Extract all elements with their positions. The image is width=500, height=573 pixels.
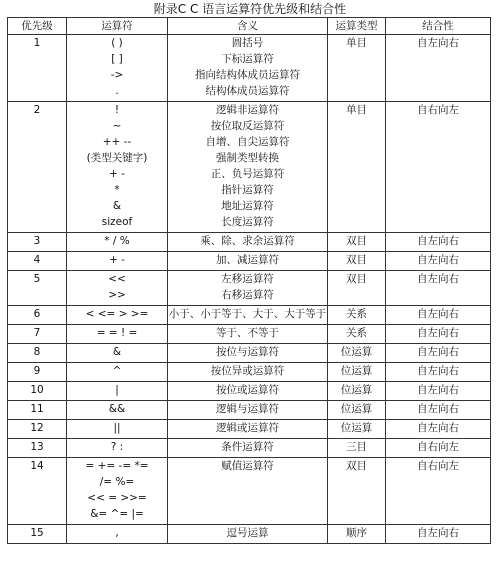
associativity-cell-text: 自左向右 <box>417 365 459 377</box>
operator-cell <box>67 382 168 401</box>
associativity-cell-text: 自左向右 <box>417 403 459 415</box>
meaning-cell-line: 左移运算符 <box>221 273 274 285</box>
table-row <box>8 344 491 363</box>
associativity-cell-text: 自左向右 <box>417 327 459 339</box>
associativity-cell <box>386 252 491 271</box>
operator-cell-line: * / % <box>104 235 130 247</box>
priority-cell-text: 12 <box>30 422 44 434</box>
priority-cell <box>8 252 67 271</box>
meaning-cell <box>168 439 328 458</box>
type-cell <box>328 35 386 102</box>
meaning-cell-line: 赋值运算符 <box>221 460 274 472</box>
meaning-cell-line: 按位或运算符 <box>216 384 279 396</box>
meaning-cell <box>168 458 328 525</box>
table-row <box>8 420 491 439</box>
priority-cell <box>8 344 67 363</box>
operator-cell-line: [ ] <box>111 53 123 65</box>
operator-cell <box>67 344 168 363</box>
type-cell-text: 关系 <box>346 308 367 320</box>
page-title: 附录C C 语言运算符优先级和结合性 <box>153 2 347 16</box>
meaning-cell <box>168 382 328 401</box>
priority-cell-text: 3 <box>33 235 41 247</box>
operator-cell-line: , <box>115 527 119 539</box>
priority-cell <box>8 325 67 344</box>
operator-cell <box>67 401 168 420</box>
table-row <box>8 252 491 271</box>
associativity-cell <box>386 233 491 252</box>
meaning-cell-line: 逻辑与运算符 <box>216 403 279 415</box>
associativity-cell <box>386 401 491 420</box>
priority-cell-text: 1 <box>33 37 41 49</box>
associativity-cell-text: 自右向左 <box>417 441 459 453</box>
type-cell-text: 双目 <box>346 235 367 247</box>
table-row <box>8 325 491 344</box>
operator-cell-line: /= %= <box>99 476 135 488</box>
associativity-cell <box>386 306 491 325</box>
operator-cell-line: ^ <box>112 365 122 377</box>
meaning-cell-line: 逻辑或运算符 <box>216 422 279 434</box>
associativity-cell-text: 自右向左 <box>417 104 459 116</box>
operator-precedence-table <box>7 17 491 544</box>
operator-cell <box>67 363 168 382</box>
meaning-cell <box>168 420 328 439</box>
meaning-cell <box>168 363 328 382</box>
type-cell-text: 双目 <box>346 254 367 266</box>
type-cell-text: 单目 <box>346 104 367 116</box>
meaning-cell <box>168 306 328 325</box>
priority-cell-text: 10 <box>30 384 44 396</box>
meaning-cell <box>168 233 328 252</box>
operator-cell-line: && <box>108 403 126 415</box>
priority-cell <box>8 102 67 233</box>
type-cell-text: 位运算 <box>340 365 373 377</box>
operator-cell <box>67 525 168 544</box>
table-row <box>8 102 491 233</box>
type-cell <box>328 401 386 420</box>
type-cell <box>328 271 386 306</box>
associativity-cell-text: 自左向右 <box>417 527 459 539</box>
table-row <box>8 363 491 382</box>
type-cell-text: 关系 <box>346 327 367 339</box>
meaning-cell-line: 小于、小于等于、大于、大于等于 <box>168 308 327 320</box>
operator-cell <box>67 233 168 252</box>
header-associativity: 结合性 <box>386 18 491 35</box>
meaning-cell-line: 等于、不等于 <box>216 327 279 339</box>
meaning-cell <box>168 525 328 544</box>
type-cell <box>328 233 386 252</box>
operator-cell <box>67 102 168 233</box>
operator-cell-line: = = ! = <box>96 327 138 339</box>
meaning-cell-line: 长度运算符 <box>221 216 274 228</box>
priority-cell <box>8 420 67 439</box>
operator-cell-line: -> <box>110 69 124 81</box>
meaning-cell <box>168 401 328 420</box>
meaning-cell-line: 按位异或运算符 <box>210 365 285 377</box>
header-operator: 运算符 <box>67 18 168 35</box>
meaning-cell-line: 地址运算符 <box>221 200 274 212</box>
type-cell <box>328 363 386 382</box>
meaning-cell <box>168 35 328 102</box>
table-row <box>8 439 491 458</box>
associativity-cell-text: 自左向右 <box>417 422 459 434</box>
associativity-cell <box>386 271 491 306</box>
priority-cell <box>8 458 67 525</box>
operator-cell-line: << = >>= <box>87 492 147 504</box>
operator-cell-line: &= ^= |= <box>90 508 144 520</box>
table-row <box>8 306 491 325</box>
operator-cell-line: ~ <box>112 120 122 132</box>
meaning-cell-line: 右移运算符 <box>221 289 274 301</box>
type-cell <box>328 344 386 363</box>
meaning-cell-line: 逻辑非运算符 <box>216 104 279 116</box>
meaning-cell-line: 乘、除、求余运算符 <box>200 235 295 247</box>
type-cell <box>328 102 386 233</box>
type-cell <box>328 325 386 344</box>
table-row <box>8 401 491 420</box>
operator-cell <box>67 325 168 344</box>
associativity-cell <box>386 35 491 102</box>
associativity-cell-text: 自左向右 <box>417 254 459 266</box>
header-type: 运算类型 <box>328 18 386 35</box>
type-cell-text: 位运算 <box>340 422 373 434</box>
operator-cell-line: sizeof <box>101 216 133 228</box>
associativity-cell-text: 自左向右 <box>417 235 459 247</box>
operator-cell <box>67 439 168 458</box>
type-cell-text: 位运算 <box>340 384 373 396</box>
associativity-cell <box>386 439 491 458</box>
priority-cell-text: 6 <box>33 308 41 320</box>
associativity-cell-text: 自右向左 <box>417 460 459 472</box>
meaning-cell-line: 逗号运算 <box>226 527 269 539</box>
operator-cell <box>67 306 168 325</box>
meaning-cell-line: 按位与运算符 <box>216 346 279 358</box>
table-body <box>8 35 491 544</box>
operator-cell-line: = += -= *= <box>85 460 149 472</box>
operator-cell-line: | <box>115 384 119 396</box>
operator-cell-line: ? : <box>110 441 124 453</box>
table-row <box>8 382 491 401</box>
priority-cell <box>8 382 67 401</box>
meaning-cell-line: 按位取反运算符 <box>210 120 285 132</box>
header-priority: 优先级 <box>8 18 67 35</box>
type-cell <box>328 382 386 401</box>
type-cell-text: 单目 <box>346 37 367 49</box>
operator-cell-line: < <= > >= <box>85 308 149 320</box>
associativity-cell <box>386 325 491 344</box>
meaning-cell <box>168 271 328 306</box>
type-cell <box>328 306 386 325</box>
associativity-cell <box>386 382 491 401</box>
operator-cell-line: + - <box>109 168 125 180</box>
operator-cell <box>67 420 168 439</box>
priority-cell-text: 11 <box>30 403 44 415</box>
operator-cell-line: ( ) <box>111 37 123 49</box>
meaning-cell <box>168 325 328 344</box>
operator-cell-line: & <box>112 200 122 212</box>
associativity-cell <box>386 420 491 439</box>
meaning-cell-line: 结构体成员运算符 <box>205 85 290 97</box>
meaning-cell-line: 指向结构体成员运算符 <box>195 69 300 81</box>
type-cell-text: 双目 <box>346 273 367 285</box>
type-cell <box>328 458 386 525</box>
priority-cell-text: 4 <box>33 254 41 266</box>
table-row <box>8 271 491 306</box>
table-row <box>8 525 491 544</box>
operator-cell-line: || <box>113 422 121 434</box>
table-row <box>8 35 491 102</box>
meaning-cell-line: 加、减运算符 <box>216 254 279 266</box>
type-cell-text: 顺序 <box>346 527 367 539</box>
operator-cell-line: (类型关键字) <box>86 152 148 164</box>
table-row <box>8 458 491 525</box>
associativity-cell <box>386 102 491 233</box>
priority-cell <box>8 525 67 544</box>
meaning-cell-line: 强制类型转换 <box>216 152 279 164</box>
operator-cell-line: + - <box>109 254 125 266</box>
table-header-row <box>8 18 491 35</box>
priority-cell-text: 15 <box>30 527 44 539</box>
priority-cell-text: 9 <box>33 365 41 377</box>
associativity-cell <box>386 458 491 525</box>
meaning-cell-line: 条件运算符 <box>221 441 274 453</box>
associativity-cell <box>386 525 491 544</box>
operator-cell-line: ! <box>114 104 120 116</box>
operator-cell-line: ++ -- <box>102 136 132 148</box>
operator-cell-line: . <box>115 85 119 97</box>
type-cell-text: 位运算 <box>340 403 373 415</box>
operator-cell-line: >> <box>108 289 126 301</box>
meaning-cell <box>168 252 328 271</box>
priority-cell <box>8 271 67 306</box>
priority-cell-text: 7 <box>33 327 41 339</box>
priority-cell-text: 2 <box>33 104 41 116</box>
priority-cell-text: 13 <box>30 441 44 453</box>
priority-cell-text: 8 <box>33 346 41 358</box>
operator-cell-line: & <box>112 346 122 358</box>
priority-cell <box>8 233 67 252</box>
type-cell-text: 双目 <box>346 460 367 472</box>
table-row <box>8 233 491 252</box>
type-cell-text: 三目 <box>346 441 367 453</box>
priority-cell <box>8 363 67 382</box>
type-cell <box>328 420 386 439</box>
meaning-cell <box>168 102 328 233</box>
operator-cell <box>67 35 168 102</box>
associativity-cell-text: 自左向右 <box>417 308 459 320</box>
type-cell <box>328 252 386 271</box>
operator-cell-line: * <box>114 184 120 196</box>
type-cell <box>328 525 386 544</box>
associativity-cell <box>386 363 491 382</box>
meaning-cell-line: 正、负号运算符 <box>210 168 285 180</box>
priority-cell <box>8 35 67 102</box>
priority-cell-text: 5 <box>33 273 41 285</box>
associativity-cell-text: 自左向右 <box>417 346 459 358</box>
type-cell <box>328 439 386 458</box>
priority-cell-text: 14 <box>30 460 44 472</box>
type-cell-text: 位运算 <box>340 346 373 358</box>
associativity-cell <box>386 344 491 363</box>
meaning-cell-line: 下标运算符 <box>221 53 274 65</box>
priority-cell <box>8 401 67 420</box>
meaning-cell <box>168 344 328 363</box>
operator-cell <box>67 252 168 271</box>
priority-cell <box>8 306 67 325</box>
priority-cell <box>8 439 67 458</box>
header-meaning: 含义 <box>168 18 328 35</box>
meaning-cell-line: 自增、自尖运算符 <box>205 136 290 148</box>
associativity-cell-text: 自左向右 <box>417 37 459 49</box>
meaning-cell-line: 圆括号 <box>231 37 264 49</box>
operator-cell <box>67 271 168 306</box>
associativity-cell-text: 自左向右 <box>417 384 459 396</box>
operator-cell <box>67 458 168 525</box>
operator-cell-line: << <box>108 273 126 285</box>
meaning-cell-line: 指针运算符 <box>221 184 274 196</box>
associativity-cell-text: 自左向右 <box>417 273 459 285</box>
